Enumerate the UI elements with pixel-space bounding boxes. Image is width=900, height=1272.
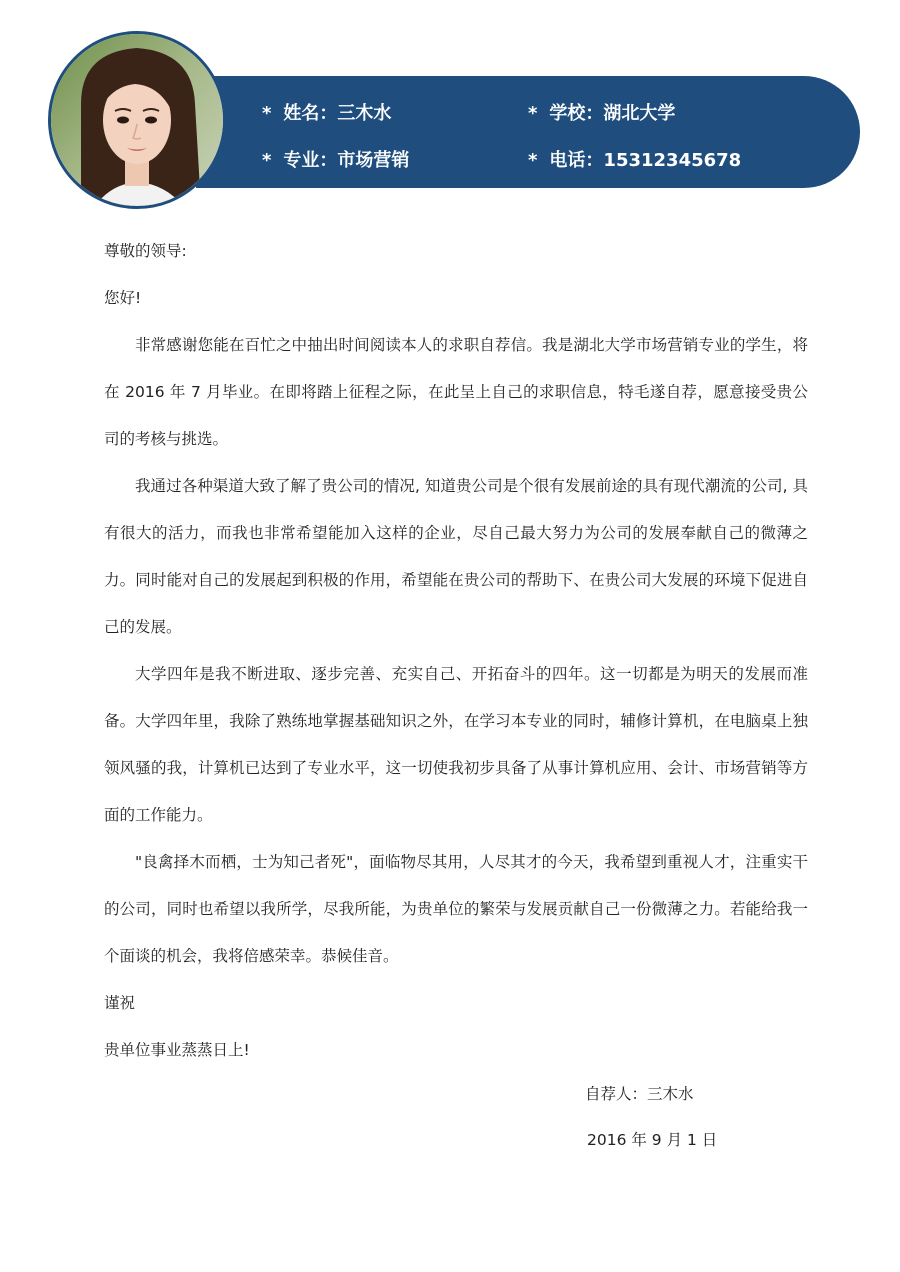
paragraph: 非常感谢您能在百忙之中抽出时间阅读本人的求职自荐信。我是湖北大学市场营销专业的学生，将在 2016 年 7 月毕业。在即将踏上征程之际，在此呈上自己的求职信息，特毛遂自荐，愿意接受贵公司的考核与挑选。 — [104, 336, 808, 448]
portrait-photo-icon — [51, 34, 223, 206]
closing: 谨祝 — [104, 994, 136, 1012]
bullet-star: * — [262, 150, 272, 171]
signature: 自荐人：三木水 — [585, 1085, 694, 1103]
greeting: 您好! — [104, 289, 142, 307]
paragraph: "良禽择木而栖，士为知己者死"，面临物尽其用，人尽其才的今天，我希望到重视人才，注重实干的公司，同时也希望以我所学，尽我所能，为贵单位的繁荣与发展贡献自己一份微薄之力。若能给我一个面谈的机会，我将倍感荣幸。恭候佳音。 — [104, 853, 808, 965]
name-text: 姓名：三木水 — [283, 103, 392, 124]
school-text: 学校：湖北大学 — [549, 103, 676, 124]
avatar — [48, 31, 226, 209]
wish: 贵单位事业蒸蒸日上! — [104, 1041, 250, 1059]
info-phone — [528, 149, 741, 173]
phone-text: 电话：15312345678 — [549, 150, 742, 171]
major-text: 专业：市场营销 — [283, 150, 410, 171]
info-major — [262, 149, 409, 173]
paragraph: 大学四年是我不断进取、逐步完善、充实自己、开拓奋斗的四年。这一切都是为明天的发展而准备。大学四年里，我除了熟练地掌握基础知识之外，在学习本专业的同时，辅修计算机，在电脑桌上独领风骚的我，计算机已达到了专业水平，这一切使我初步具备了从事计算机应用、会计、市场营销等方面的工作能力。 — [104, 665, 808, 824]
salutation: 尊敬的领导: — [104, 242, 187, 260]
paragraph: 我通过各种渠道大致了解了贵公司的情况, 知道贵公司是个很有发展前途的具有现代潮流的公司, 具有很大的活力，而我也非常希望能加入这样的企业，尽自己最大努力为公司的发展奉献自己的微薄之力。同时能对自己的发展起到积极的作用，希望能在贵公司的帮助下、在贵公司大发展的环境下促进自己的发展。 — [104, 477, 808, 636]
info-school — [528, 102, 675, 126]
bullet-star: * — [528, 150, 538, 171]
header-banner — [196, 76, 860, 188]
signature-date: 2016 年 9 月 1 日 — [587, 1131, 718, 1149]
bullet-star: * — [528, 103, 538, 124]
info-name — [262, 102, 391, 126]
letter-body — [104, 228, 808, 1074]
bullet-star: * — [262, 103, 272, 124]
